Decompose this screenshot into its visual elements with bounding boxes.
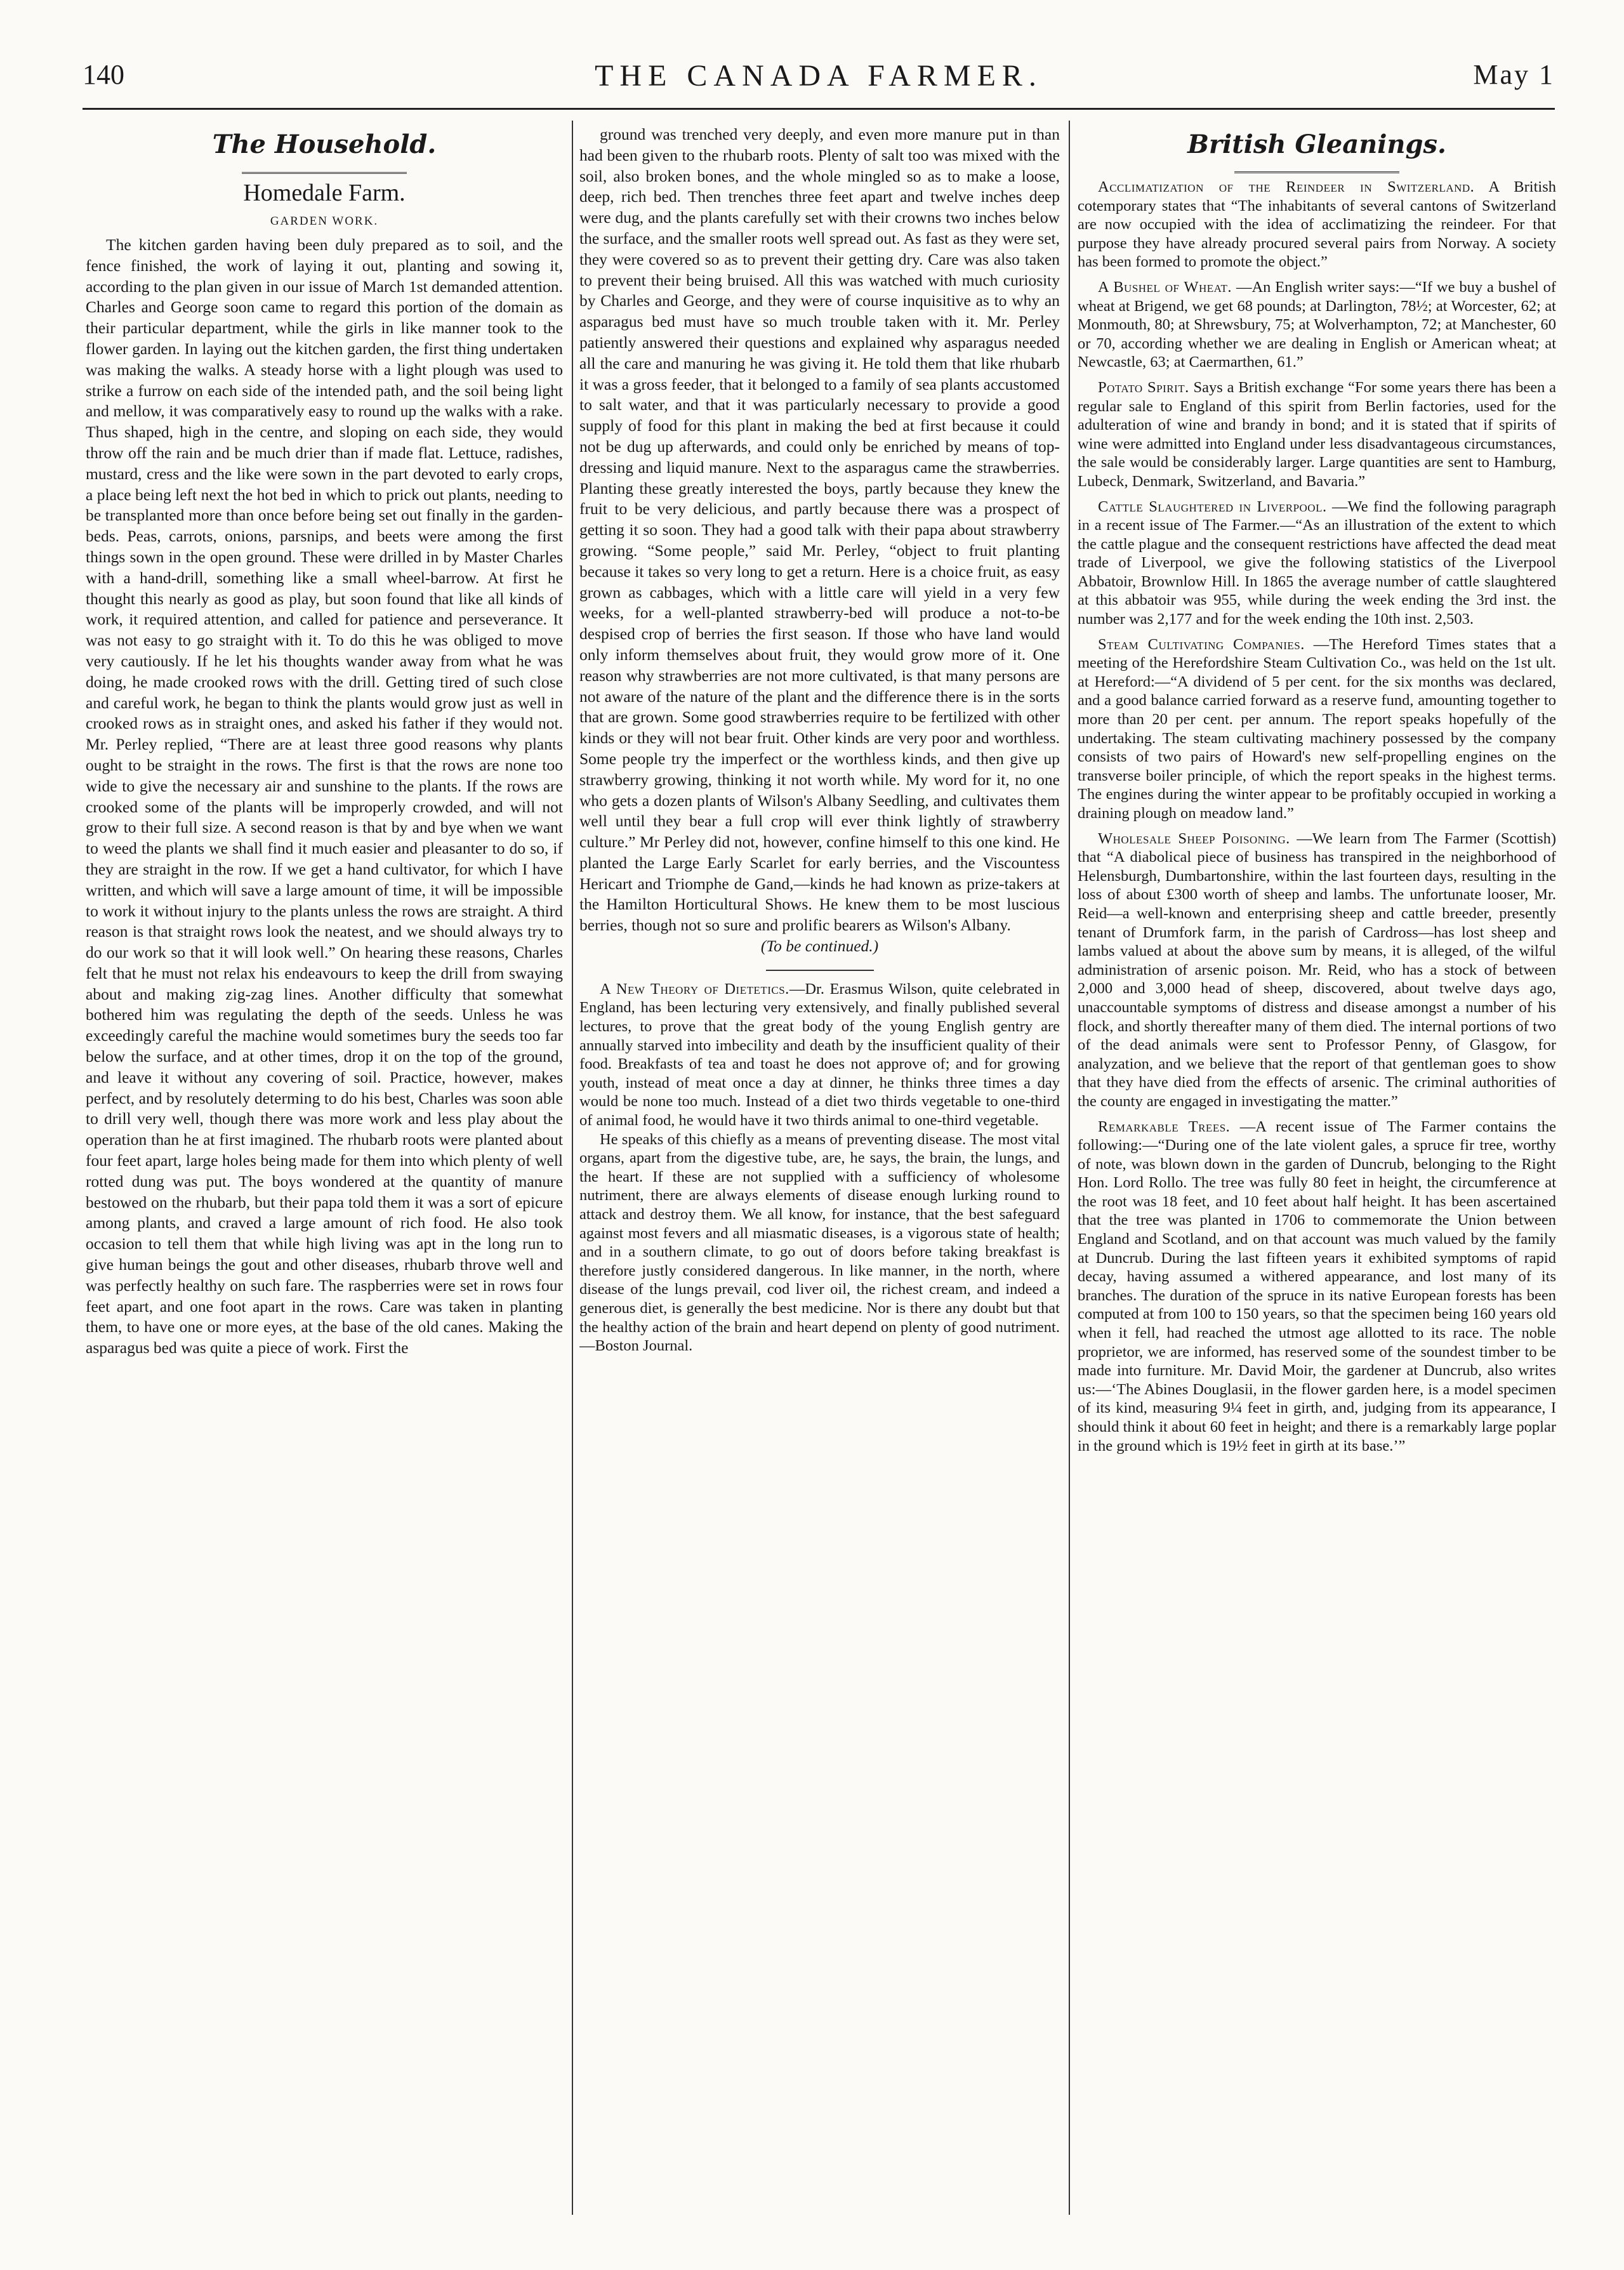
article-dietetics-text: —Dr. Erasmus Wilson, quite celebrated in England, has been lecturing very extensively, and finally published several lectures, to prove that the great body of the young English gentry are annually starved into imbecility and death by the insufficient quality of their food. Breakfasts of tea and toast he does not approve of; and for growing youth, instead of meat once a day at dinner, he thinks three times a day would be none too much. Instead of a diet two thirds vegetable to one-third of animal food, he would have it two thirds animal to one-third vegetable. <box>579 980 1060 1130</box>
gleaning-head: Acclimatization of the Reindeer in Switzerland. <box>1098 178 1475 195</box>
article-title-homedale: Homedale Farm. <box>243 180 406 206</box>
gleaning-text: A British cotemporary states that “The inhabitants of several cantons of Switzerland are now occupied with the idea of acclimatizing the reindeer. For that purpose they have already procured several pairs from Norway. A society has been formed to promote the object.” <box>1078 178 1556 271</box>
gleaning-text: —We find the following paragraph in a recent issue of The Farmer.—“As an illustration of the extent to which the cattle plague and the consequent restrictions have affected the dead meat trade of Liverpool, we give the following statistics of the Liverpool Abbatoir, Brownlow Hill. In 1865 the average number of cattle slaughtered at this abbatoir was 955, while during the week ending the 3rd inst. the number was 2,177 and for the week ending the 10th inst. 2,503. <box>1078 498 1556 628</box>
article-dietetics-p2: He speaks of this chiefly as a means of preventing disease. The most vital organs, apart from the digestive tube, are, he says, the brain, the lungs, and the heart. If these are not supplied with a sufficiency of wholesome nutriment, there are always elements of disease enough lurking round to attack and destroy them. We all know, for instance, that the best safeguard against most fevers and all miasmatic diseases, is a vigorous state of health; and in a southern climate, to go out of doors before taking breakfast is therefore justly considered dangerous. In like manner, in the north, where disease of the lungs prevail, cod liver oil, the richest cream, and indeed a generous diet, is generally the best medicine. Nor is there any doubt but that the healthy action of the brain and heart depend on plenty of good nutriment.—Boston Journal. <box>579 1130 1060 1355</box>
header-rule <box>83 108 1555 110</box>
gleaning-item <box>1078 498 1556 629</box>
gleaning-head: Wholesale Sheep Poisoning. <box>1098 829 1290 847</box>
article-body-homedale-continued: ground was trenched very deeply, and even more manure put in than had been given to the rhubarb roots. Plenty of salt too was mixed with the soil, also broken bones, and the whole mingled so as to make a loose, deep, rich bed. Then trenches three feet apart and twelve inches deep were dug, and the plants carefully set with their crowns two inches below the surface, and the smaller roots well spread out. As fast as they were set, they were covered so as to prevent their getting dry. Care was also taken to prevent their being bruised. All this was watched with much curiosity by Charles and George, and they were of course inquisitive as to why an asparagus bed must have so much trouble taken with it. Mr. Perley patiently answered their questions and explained why asparagus needed all the care and manuring he was giving it. He told them that like rhubarb it was a gross feeder, that it belonged to a family of sea plants accustomed to salt water, and that it was particularly necessary to provide a good supply of food for this plant in making the bed at first because it could not be dug up afterwards, and could only be enriched by means of top-dressing and liquid manure. Next to the asparagus came the strawberries. Planting these greatly interested the boys, partly because they knew the fruit to be very delicious, and partly because there was a prospect of getting it so soon. They had a good talk with their papa about strawberry growing. “Some people,” said Mr. Perley, “object to fruit planting because it takes so very long to get a return. Here is a choice fruit, as easy grown as cabbages, which with a little care will yield in a very few weeks, for a well-planted strawberry-bed will produce a not-to-be despised crop of berries the first season. If those who have land would only inform themselves about fruit, they would grow more of it. One reason why strawberries are not more cultivated, is that many persons are not aware of the nature of the plant and the difference there is in the sorts that are grown. Some good strawberries require to be fertilized with other kinds or they will not bear fruit. Other kinds are very poor and worthless. Some people try the imperfect or the worthless kinds, and then give up strawberry growing, thinking it not worth while. My word for it, no one who gets a dozen plants of Wilson's Albany Seedling, and cultivates them well until they bear a full crop will ever think lightly of strawberry culture.” Mr Perley did not, however, confine himself to this one kind. He planted the Large Early Scarlet for early berries, and the Viscountess Hericart and Triomphe de Gand,—kinds he had known as prize-takers at the Hamilton Horticultural Shows. He knew them to be most luscious berries, though not so sure and prolific bearers as Wilson's Albany. <box>579 125 1060 935</box>
gleaning-text: —An English writer says:—“If we buy a bushel of wheat at Brigend, we get 68 pounds; at Darlington, 78½; at Worcester, 62; at Monmouth, 80; at Shrewsbury, 75; at Wolverhampton, 72; at Manchester, 60 or 70, according whether we are dealing in English or American wheat; at Newcastle, 63; at Caermarthen, 61.” <box>1078 278 1556 371</box>
gleaning-item <box>1078 829 1556 1111</box>
column-household <box>86 124 563 2244</box>
section-title-household: The Household. <box>212 129 437 159</box>
issue-date: May 1 <box>1473 59 1555 90</box>
to-be-continued: (To be continued.) <box>760 937 879 956</box>
article-body-homedale: The kitchen garden having been duly prepared as to soil, and the fence finished, the work of laying it out, planting and sowing it, according to the plan given in our issue of March 1st demanded attention. Charles and George soon came to regard this portion of the domain as their particular department, while the girls in like manner took to the flower garden. In laying out the kitchen garden, the first thing undertaken was making the walks. A steady horse with a light plough was used to strike a furrow on each side of the intended path, and the soil being light and mellow, it was comparatively easy to round up the walks with a rake. Thus shaped, high in the centre, and sloping on each side, they would throw off the rain and be much drier than if made flat. Lettuce, radishes, mustard, cress and the like were sown in the part devoted to early crops, a place being left next the hot bed in which to prick out plants, needing to be transplanted more than once before being set out finally in the garden-beds. Peas, carrots, onions, parsnips, and beets were among the first things sown in the open ground. These were drilled in by Master Charles with a hand-drill, something like a small wheel-barrow. At first he thought this nearly as good as play, but soon found that like all kinds of work, it required attention, and called for patience and perseverance. It was not easy to go straight with it. To do this he was obliged to move very cautiously. If he let his thoughts wander away from what he was doing, he made crooked rows with the drill. Getting tired of such close and careful work, he began to think the plants would grow just as well in crooked rows as in straight ones, and asked his father if they would not. Mr. Perley replied, “There are at least three good reasons why plants ought to be straight in the rows. The first is that the rows are none too wide to give the necessary air and sunshine to the plants. If the rows are crooked some of the plants will be improperly crowded, and will not grow to their full size. A second reason is that by and bye when we want to weed the plants we shall find it much easier and pleasanter to do so, if they are straight in the row. If we get a hand cultivator, for which I have written, and which will save a large amount of time, it will be impossible to work it without injury to the plants unless the rows are straight. A third reason is that straight rows look the neatest, and we should always try to do our work so that it will look well.” On hearing these reasons, Charles felt that he must not relax his endeavours to keep the drill from swaying about and making zig-zag lines. Another difficulty that somewhat bothered him was regulating the depth of the seeds. Unless he was exceedingly careful the machine would sometimes bury the seeds too far below the surface, and at other times, drop it on the top of the ground, and leave it without any covering of soil. Practice, however, makes perfect, and by resolutely determing to do his best, Charles was soon able to drill very well, though there was more work and less play about the operation than he at first imagined. The rhubarb roots were planted about four feet apart, large holes being made for them into which plenty of well rotted dung was put. The boys wondered at the quantity of manure bestowed on the rhubarb, but their papa told them it was a sort of epicure among plants, and craved a large amount of rich food. He also took occasion to tell them that while high living was apt in the long run to give human beings the gout and other diseases, rhubarb throve well and was perfectly healthy on such fare. The raspberries were set in rows four feet apart, and one foot apart in the rows. Care was taken in planting them, to have one or more eyes, at the base of the old canes. Making the asparagus bed was quite a piece of work. First the <box>86 235 563 1357</box>
article-head-dietetics: A New Theory of Dietetics. <box>600 980 789 998</box>
gleaning-head: Potato Spirit. <box>1098 378 1189 396</box>
gleaning-head: Steam Cultivating Companies. <box>1098 635 1305 653</box>
article-dietetics-p1 <box>579 980 1060 1130</box>
masthead-title: THE CANADA FARMER. <box>595 59 1043 93</box>
column-middle <box>579 124 1060 2244</box>
gleaning-item <box>1078 378 1556 491</box>
gleanings-list <box>1078 178 1556 1455</box>
page-number: 140 <box>83 59 124 90</box>
gleaning-item <box>1078 278 1556 372</box>
gleaning-head: A Bushel of Wheat. <box>1098 278 1232 296</box>
gleaning-text: —A recent issue of The Farmer contains the following:—“During one of the late violent gales, a spruce fir tree, worthy of note, was blown down in the garden of Duncrub, belonging to the Right Hon. Lord Rollo. The tree was fully 80 feet in height, the circumference at the root was 18 feet, and 10 feet about half height. It has been ascertained that the tree was planted in 1706 to commemorate the Union between England and Scotland, and on that account was much valued by the family at Duncrub. During the last fifteen years it exhibited symptoms of rapid decay, having assumed a withered appearance, and lost many of its branches. The duration of the spruce in its native European forests has been computed at from 100 to 150 years, so that the specimen being 160 years old when it fell, had reached the utmost age allotted to its race. The noble proprietor, we are informed, has reserved some of the soundest timber to be made into furniture. Mr. David Moir, the gardener at Duncrub, also writes us:—‘The Abines Douglasii, in the flower garden here, is a model specimen of its kind, measuring 9¼ feet in girth, and, judging from its appearance, I should think it about 60 feet in height; and there is a remarkably large poplar in the ground which is 19½ feet in girth at its base.’” <box>1078 1118 1556 1455</box>
page-header <box>83 58 1555 103</box>
ornament-rule <box>86 164 563 174</box>
section-title-british-gleanings: British Gleanings. <box>1187 129 1446 159</box>
gleaning-text: Says a British exchange “For some years there has been a regular sale to England of this spirit from Berlin factories, used for the adulteration of wine and brandy in bond; and it is stated that if spirits of wine were admitted into England under less disadvantageous circumstances, the sale would be considerably larger. Large quantities are sent to Hamburg, Lubeck, Denmark, Switzerland, and Bavaria.” <box>1078 378 1556 490</box>
subhead-garden-work: GARDEN WORK. <box>270 214 379 228</box>
gleaning-head: Cattle Slaughtered in Liverpool. <box>1098 498 1327 515</box>
gleaning-head: Remarkable Trees. <box>1098 1118 1231 1135</box>
gleaning-item <box>1078 1118 1556 1456</box>
gleaning-text: —The Hereford Times states that a meeting of the Herefordshire Steam Cultivation Co., was held on the 1st ult. at Hereford:—“A dividend of 5 per cent. for the six months was declared, and a good balance carried forward as a reserve fund, amounting together to more than 20 per cent. per annum. The report speaks hopefully of the undertaking. The steam cultivating machinery possessed by the company consists of two pairs of Howard's new self-propelling engines on the transverse boiler principle, of which the report speaks in the highest terms. The engines during the winter appear to be profitably occupied in working a draining plough on meadow land.” <box>1078 635 1556 822</box>
gleaning-text: —We learn from The Farmer (Scottish) that “A diabolical piece of business has transpired in the neighborhood of Helensburgh, Dumbartonshire, within the last fourteen days, resulting in the loss of about £300 worth of sheep and lambs. The unfortunate looser, Mr. Reid—a well-known and enterprising sheep and cattle breeder, presently tenant of Drumfork farm, in the parish of Cardross—has lost sheep and lambs valued at about the above sum by means, it is alleged, of the wilful administration of arsenic poison. Mr. Reid, who has a stock of between 2,000 and 3,000 head of sheep, discovered, about twelve days ago, unaccountable symptoms of distress and disease amongst a number of his flock, and shortly thereafter many of them died. The internal portions of two of the dead animals were sent to Professor Penny, of Glasgow, for analyzation, and we believe that the report of that gentleman goes to show that they have died from the effects of arsenic. The criminal authorities of the county are engaged in investigating the matter.” <box>1078 829 1556 1110</box>
column-rule-1 <box>572 121 573 2215</box>
divider-rule <box>579 962 1060 971</box>
ornament-rule <box>1078 164 1556 174</box>
gleaning-item <box>1078 635 1556 823</box>
gleaning-item <box>1078 178 1556 272</box>
column-rule-2 <box>1069 121 1070 2215</box>
column-british-gleanings <box>1078 124 1556 2244</box>
